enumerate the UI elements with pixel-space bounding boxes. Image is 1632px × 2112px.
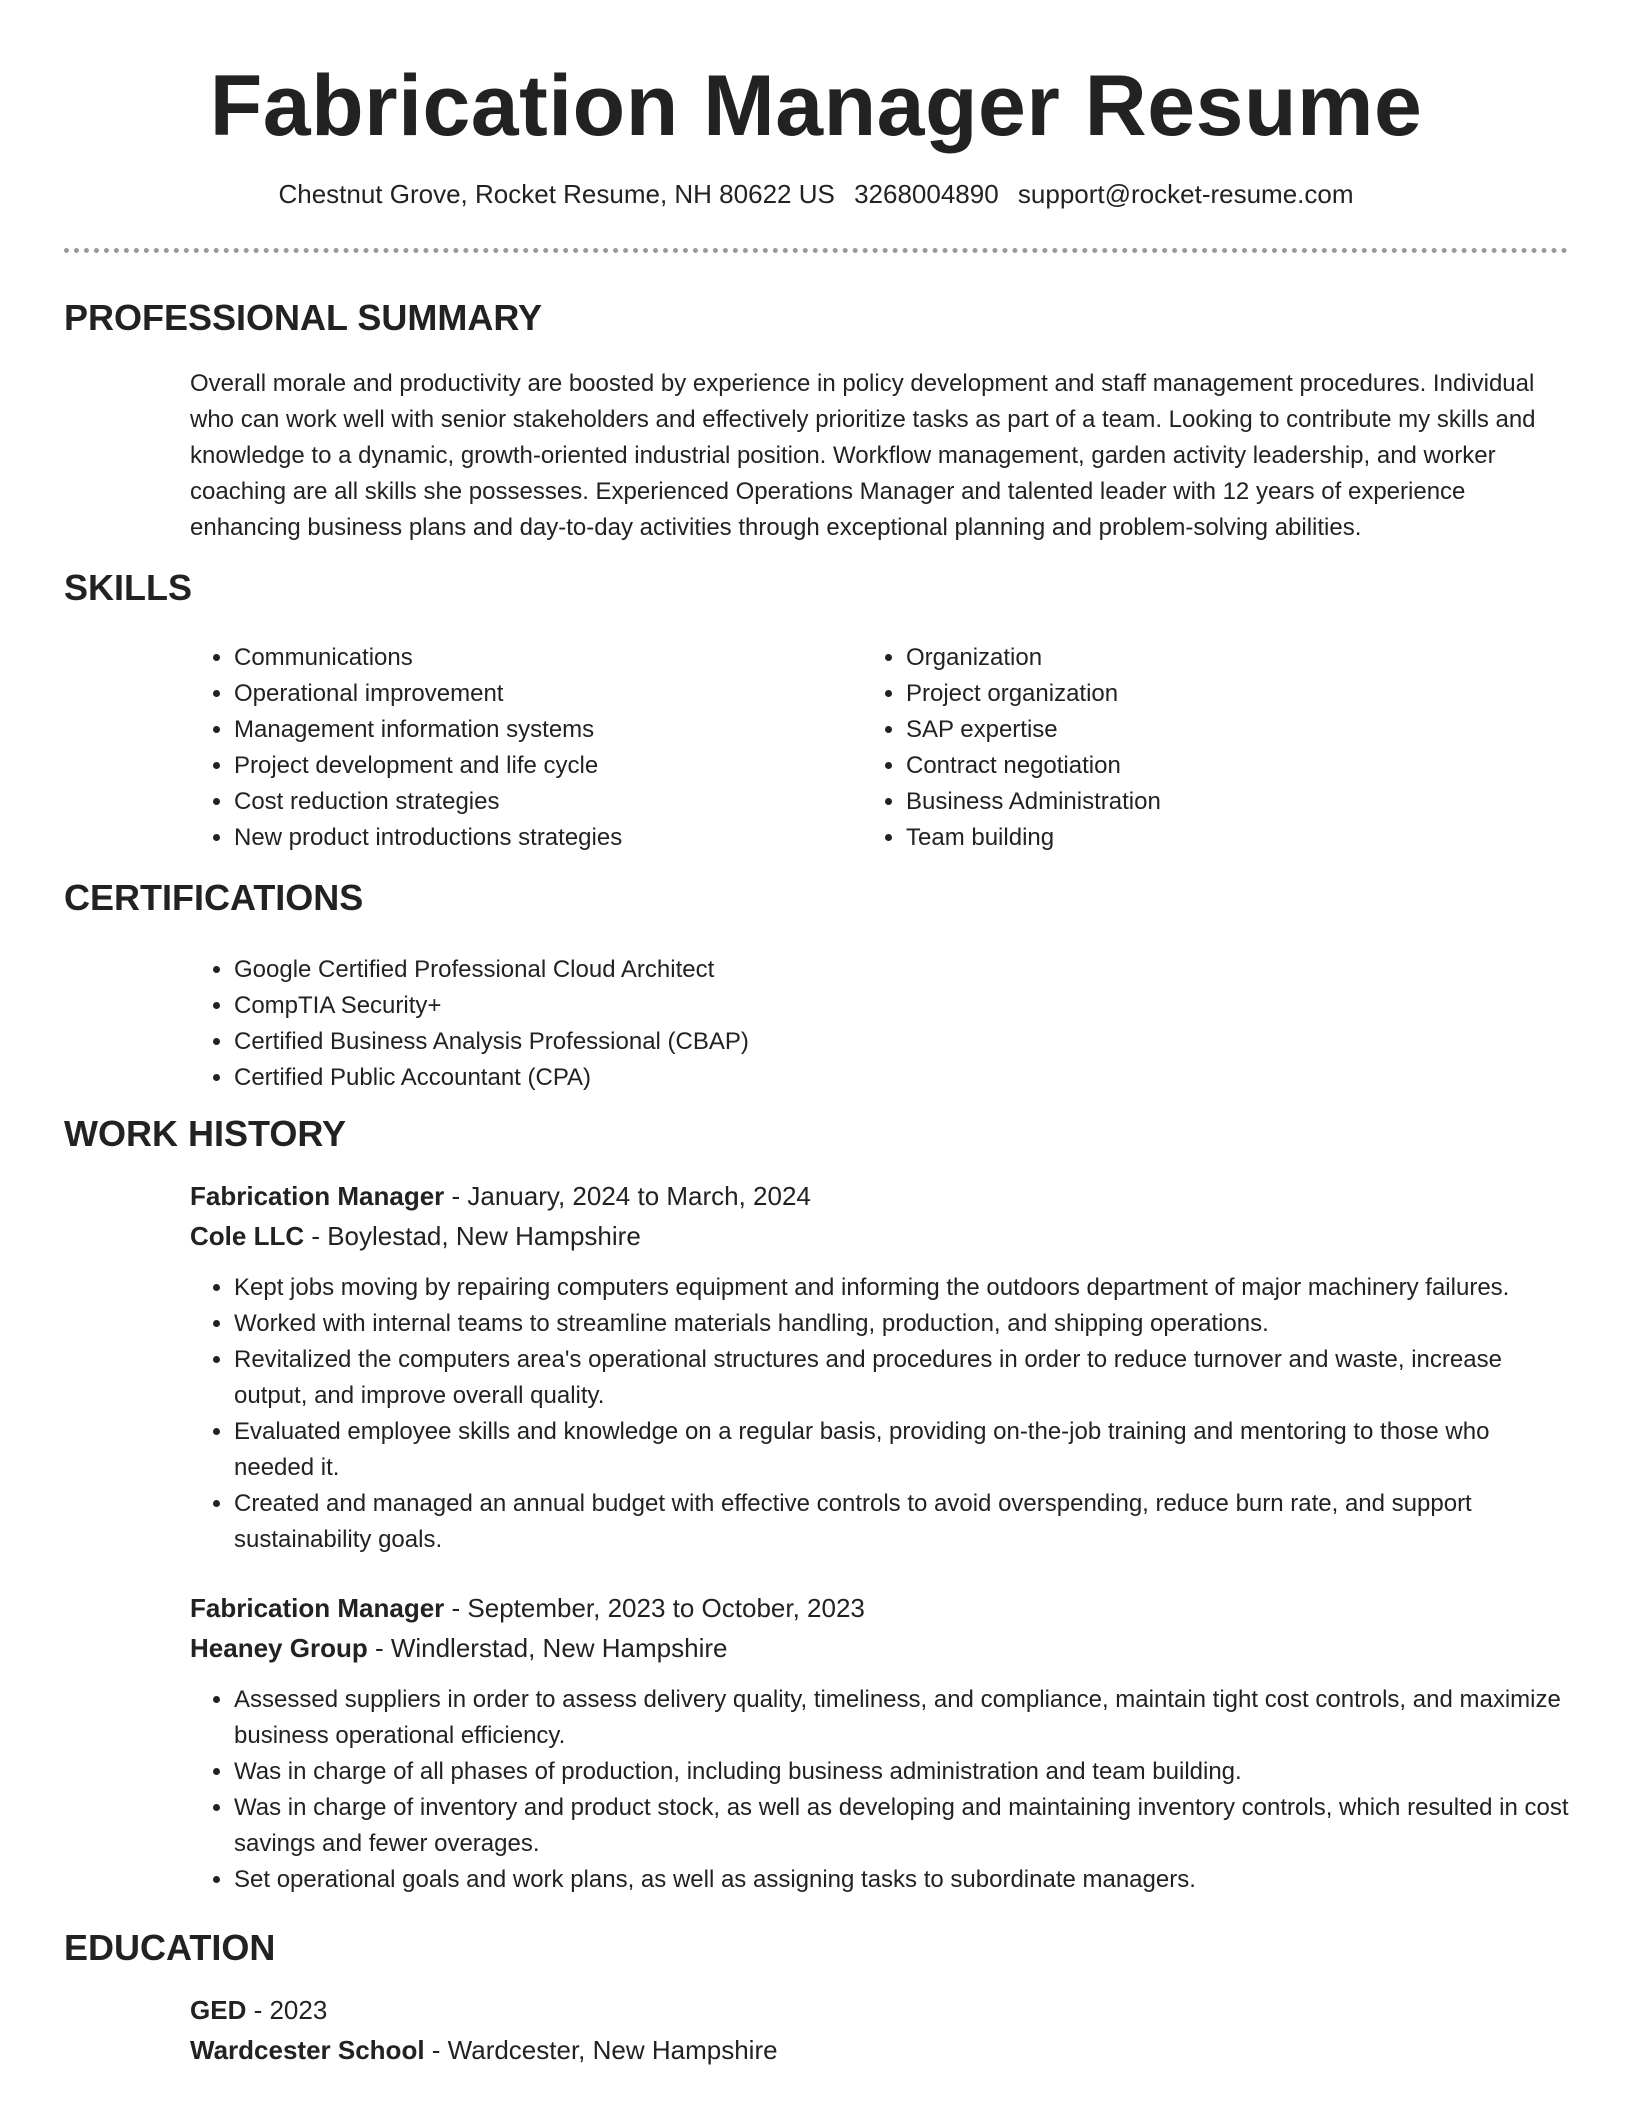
skills-heading: SKILLS — [64, 567, 193, 608]
certification-item: • CompTIA Security+ — [234, 988, 749, 1024]
job-bullet-list — [190, 1270, 1570, 1558]
skills-left-list — [190, 640, 810, 856]
education-heading: EDUCATION — [64, 1927, 276, 1968]
job-dates: - September, 2023 to October, 2023 — [444, 1593, 865, 1623]
job-bullet-list — [190, 1682, 1570, 1898]
skill-item: • New product introductions strategies — [234, 820, 810, 856]
certifications-list — [190, 952, 749, 1096]
summary-heading: PROFESSIONAL SUMMARY — [64, 297, 543, 338]
job-1-title-line — [190, 1176, 811, 1216]
skill-item: • Team building — [906, 820, 1562, 856]
header-divider — [64, 248, 1568, 253]
skills-left-column — [190, 640, 810, 856]
summary-text: Overall morale and productivity are boosted by experience in policy development and staff management procedures. Individual who can work well with senior stakeholders and effectively prioritize tasks as part of a team. Looking to contribute my skills and knowledge to a dynamic, growth-oriented industrial position. Workflow management, garden activity leadership, and worker coaching are all skills she possesses. Experienced Operations Manager and talented leader with 12 years of experience enhancing business plans and day-to-day activities through exceptional planning and problem-solving abilities. — [190, 370, 1536, 541]
certification-item: • Certified Public Accountant (CPA) — [234, 1060, 749, 1096]
contact-email: support@rocket-resume.com — [1017, 179, 1354, 209]
skill-item: • Management information systems — [234, 712, 810, 748]
skill-item: • Project development and life cycle — [234, 748, 810, 784]
job-bullet: • Worked with internal teams to streamline materials handling, production, and shipping operations. — [234, 1306, 1570, 1342]
job-1-bullets — [190, 1270, 1570, 1558]
job-bullet: • Assessed suppliers in order to assess delivery quality, timeliness, and compliance, maintain tight cost controls, and maximize business operational efficiency. — [234, 1682, 1570, 1754]
skill-item: • Contract negotiation — [906, 748, 1562, 784]
skill-item: • Operational improvement — [234, 676, 810, 712]
skills-right-column — [862, 640, 1562, 856]
skills-right-list — [862, 640, 1562, 856]
job-bullet: • Created and managed an annual budget with effective controls to avoid overspending, reduce burn rate, and support sustainability goals. — [234, 1486, 1570, 1558]
job-2-title-line — [190, 1588, 865, 1628]
education-school-line — [190, 2030, 778, 2070]
certifications-heading: CERTIFICATIONS — [64, 877, 364, 918]
job-bullet: • Was in charge of all phases of production, including business administration and team building. — [234, 1754, 1570, 1790]
contact-phone: 3268004890 — [854, 179, 999, 209]
education-degree: GED — [190, 1995, 247, 2025]
job-bullet: • Was in charge of inventory and product stock, as well as developing and maintaining inventory controls, which resulted in cost savings and fewer overages. — [234, 1790, 1570, 1862]
job-title: Fabrication Manager — [190, 1593, 445, 1623]
certifications-block — [190, 952, 749, 1096]
certification-item: • Certified Business Analysis Professional (CBAP) — [234, 1024, 749, 1060]
skill-item: • Organization — [906, 640, 1562, 676]
job-dates: - January, 2024 to March, 2024 — [444, 1181, 811, 1211]
job-1-company-line — [190, 1216, 641, 1256]
education-year: - 2023 — [246, 1995, 328, 2025]
job-company: Heaney Group — [190, 1633, 368, 1663]
work-history-heading: WORK HISTORY — [64, 1113, 347, 1154]
resume-title: Fabrication Manager Resume — [209, 58, 1423, 154]
education-degree-line — [190, 1990, 327, 2030]
skill-item: • SAP expertise — [906, 712, 1562, 748]
job-2-company-line — [190, 1628, 728, 1668]
skill-item: • Cost reduction strategies — [234, 784, 810, 820]
job-title: Fabrication Manager — [190, 1181, 445, 1211]
job-bullet: • Evaluated employee skills and knowledge on a regular basis, providing on-the-job training and mentoring to those who needed it. — [234, 1414, 1570, 1486]
job-company: Cole LLC — [190, 1221, 305, 1251]
job-location: - Boylestad, New Hampshire — [304, 1221, 641, 1251]
contact-address: Chestnut Grove, Rocket Resume, NH 80622 US — [278, 179, 835, 209]
skill-item: • Business Administration — [906, 784, 1562, 820]
skill-item: • Project organization — [906, 676, 1562, 712]
education-school: Wardcester School — [190, 2035, 425, 2065]
job-2-bullets — [190, 1682, 1570, 1898]
certification-item: • Google Certified Professional Cloud Architect — [234, 952, 749, 988]
contact-line — [0, 178, 1632, 210]
skill-item: • Communications — [234, 640, 810, 676]
job-bullet: • Kept jobs moving by repairing computers equipment and informing the outdoors department of major machinery failures. — [234, 1270, 1570, 1306]
job-location: - Windlerstad, New Hampshire — [367, 1633, 728, 1663]
job-bullet: • Set operational goals and work plans, as well as assigning tasks to subordinate managers. — [234, 1862, 1570, 1898]
education-location: - Wardcester, New Hampshire — [424, 2035, 778, 2065]
job-bullet: • Revitalized the computers area's operational structures and procedures in order to reduce turnover and waste, increase output, and improve overall quality. — [234, 1342, 1570, 1414]
